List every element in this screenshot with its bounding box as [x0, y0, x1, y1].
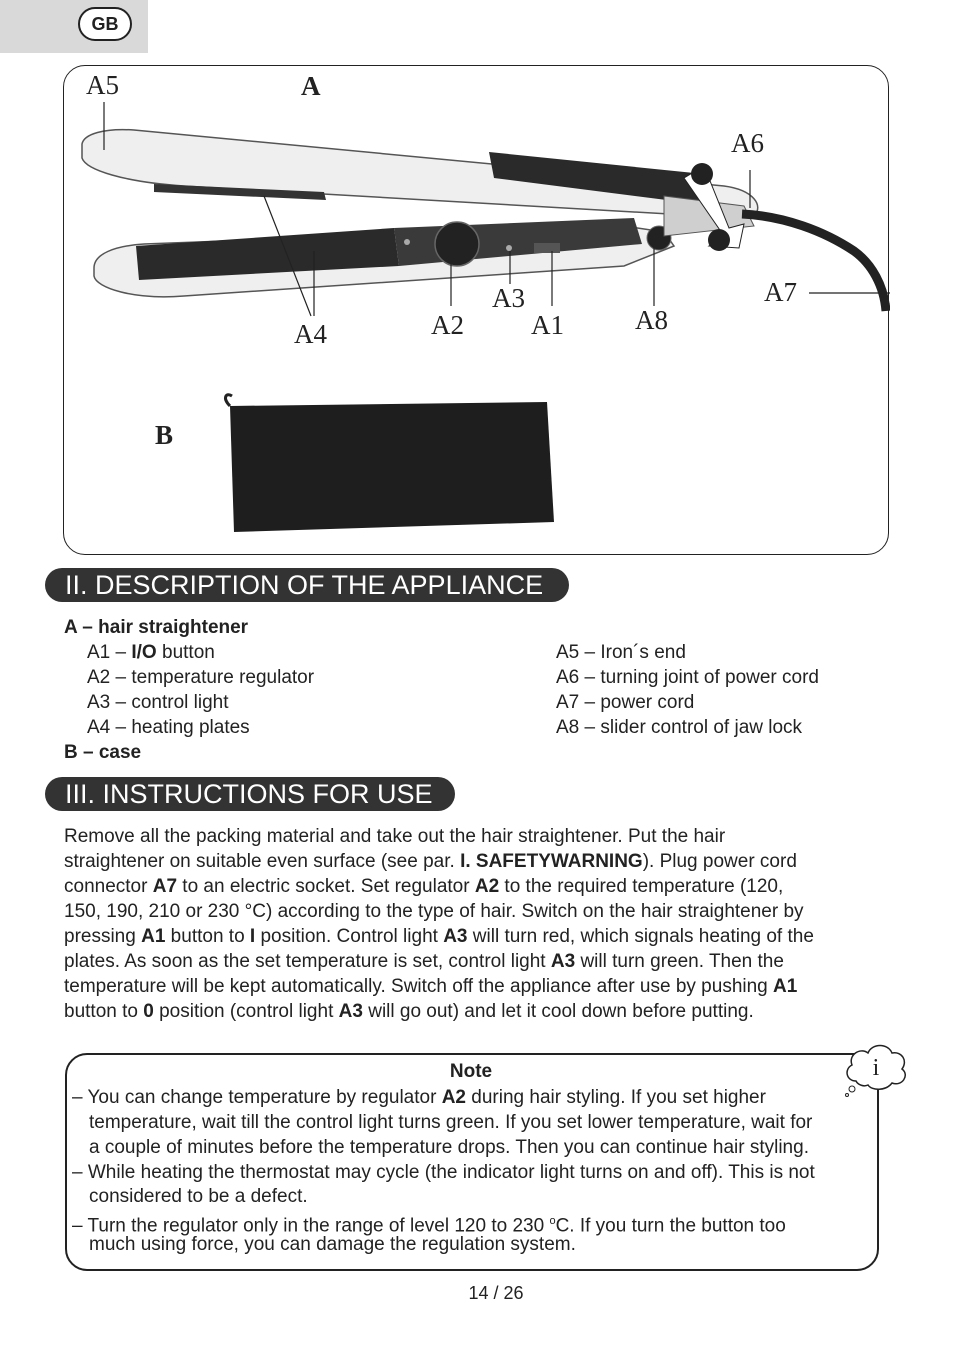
instruction-line: 150, 190, 210 or 230 °C) according to the type of hair. Switch on the hair straightener by — [64, 901, 804, 922]
instruction-line: Remove all the packing material and take out the hair straightener. Put the hair — [64, 826, 726, 847]
note-line: a couple of minutes before the temperature drops. Then you can continue hair styling. — [89, 1137, 809, 1158]
desc-item-a5: A5 – Iron´s end — [556, 642, 686, 663]
instruction-line: plates. As soon as the set temperature is set, control light A3 will turn green. Then the — [64, 951, 784, 972]
language-badge: GB — [78, 7, 132, 41]
note-line: – Turn the regulator only in the range of level 120 to 230 $^o$C. If you turn the button too — [72, 1215, 786, 1237]
desc-item-a3: A3 – control light — [87, 692, 229, 713]
info-letter: i — [872, 1055, 880, 1081]
page-number: 14 / 26 — [468, 1283, 524, 1303]
callout-a3: A3 — [492, 283, 525, 313]
group-b-heading: B – case — [64, 742, 142, 763]
callout-a7: A7 — [764, 277, 797, 307]
callout-a5: A5 — [86, 70, 119, 100]
note-line: temperature, wait till the control light turns green. If you set lower temperature, wait for — [89, 1112, 813, 1133]
section-title-description: II. DESCRIPTION OF THE APPLIANCE — [45, 568, 569, 602]
desc-item-a7: A7 – power cord — [556, 692, 695, 713]
note-line: much using force, you can damage the regulation system. — [89, 1234, 576, 1255]
instruction-line: button to 0 position (control light A3 will go out) and let it cool down before putting. — [64, 1001, 754, 1022]
figure-label-a: A — [301, 71, 321, 101]
note-line: – You can change temperature by regulator A2 during hair styling. If you set higher — [72, 1087, 766, 1108]
desc-item-a1: A1 – I/O button — [87, 642, 215, 663]
desc-item-a4: A4 – heating plates — [87, 717, 250, 738]
instruction-line: pressing A1 button to I position. Control light A3 will turn red, which signals heating of the — [64, 926, 814, 947]
hair-straightener-illustration — [64, 66, 890, 556]
callout-a1: A1 — [531, 310, 564, 340]
note-title: Note — [449, 1061, 493, 1082]
callout-a4: A4 — [294, 319, 327, 349]
appliance-figure — [63, 65, 889, 555]
desc-item-a2: A2 – temperature regulator — [87, 667, 315, 688]
callout-a2: A2 — [431, 310, 464, 340]
note-line: considered to be a defect. — [89, 1186, 308, 1207]
instruction-line: temperature will be kept automatically. Switch off the appliance after use by pushing A1 — [64, 976, 798, 997]
figure-label-b: B — [155, 420, 174, 450]
group-a-heading: A – hair straightener — [64, 617, 249, 638]
language-tab — [0, 0, 148, 53]
instruction-line: connector A7 to an electric socket. Set regulator A2 to the required temperature (120, — [64, 876, 784, 897]
note-line: – While heating the thermostat may cycle (the indicator light turns on and off). This is not — [72, 1162, 815, 1183]
instructions-paragraph — [64, 824, 884, 1024]
instruction-line: straightener on suitable even surface (see par. I. SAFETYWARNING). Plug power cord — [64, 851, 797, 872]
callout-a8: A8 — [635, 305, 668, 335]
callout-a6: A6 — [731, 128, 764, 158]
desc-item-a6: A6 – turning joint of power cord — [556, 667, 819, 688]
desc-item-a8: A8 – slider control of jaw lock — [556, 717, 803, 738]
section-title-instructions: III. INSTRUCTIONS FOR USE — [45, 777, 455, 811]
